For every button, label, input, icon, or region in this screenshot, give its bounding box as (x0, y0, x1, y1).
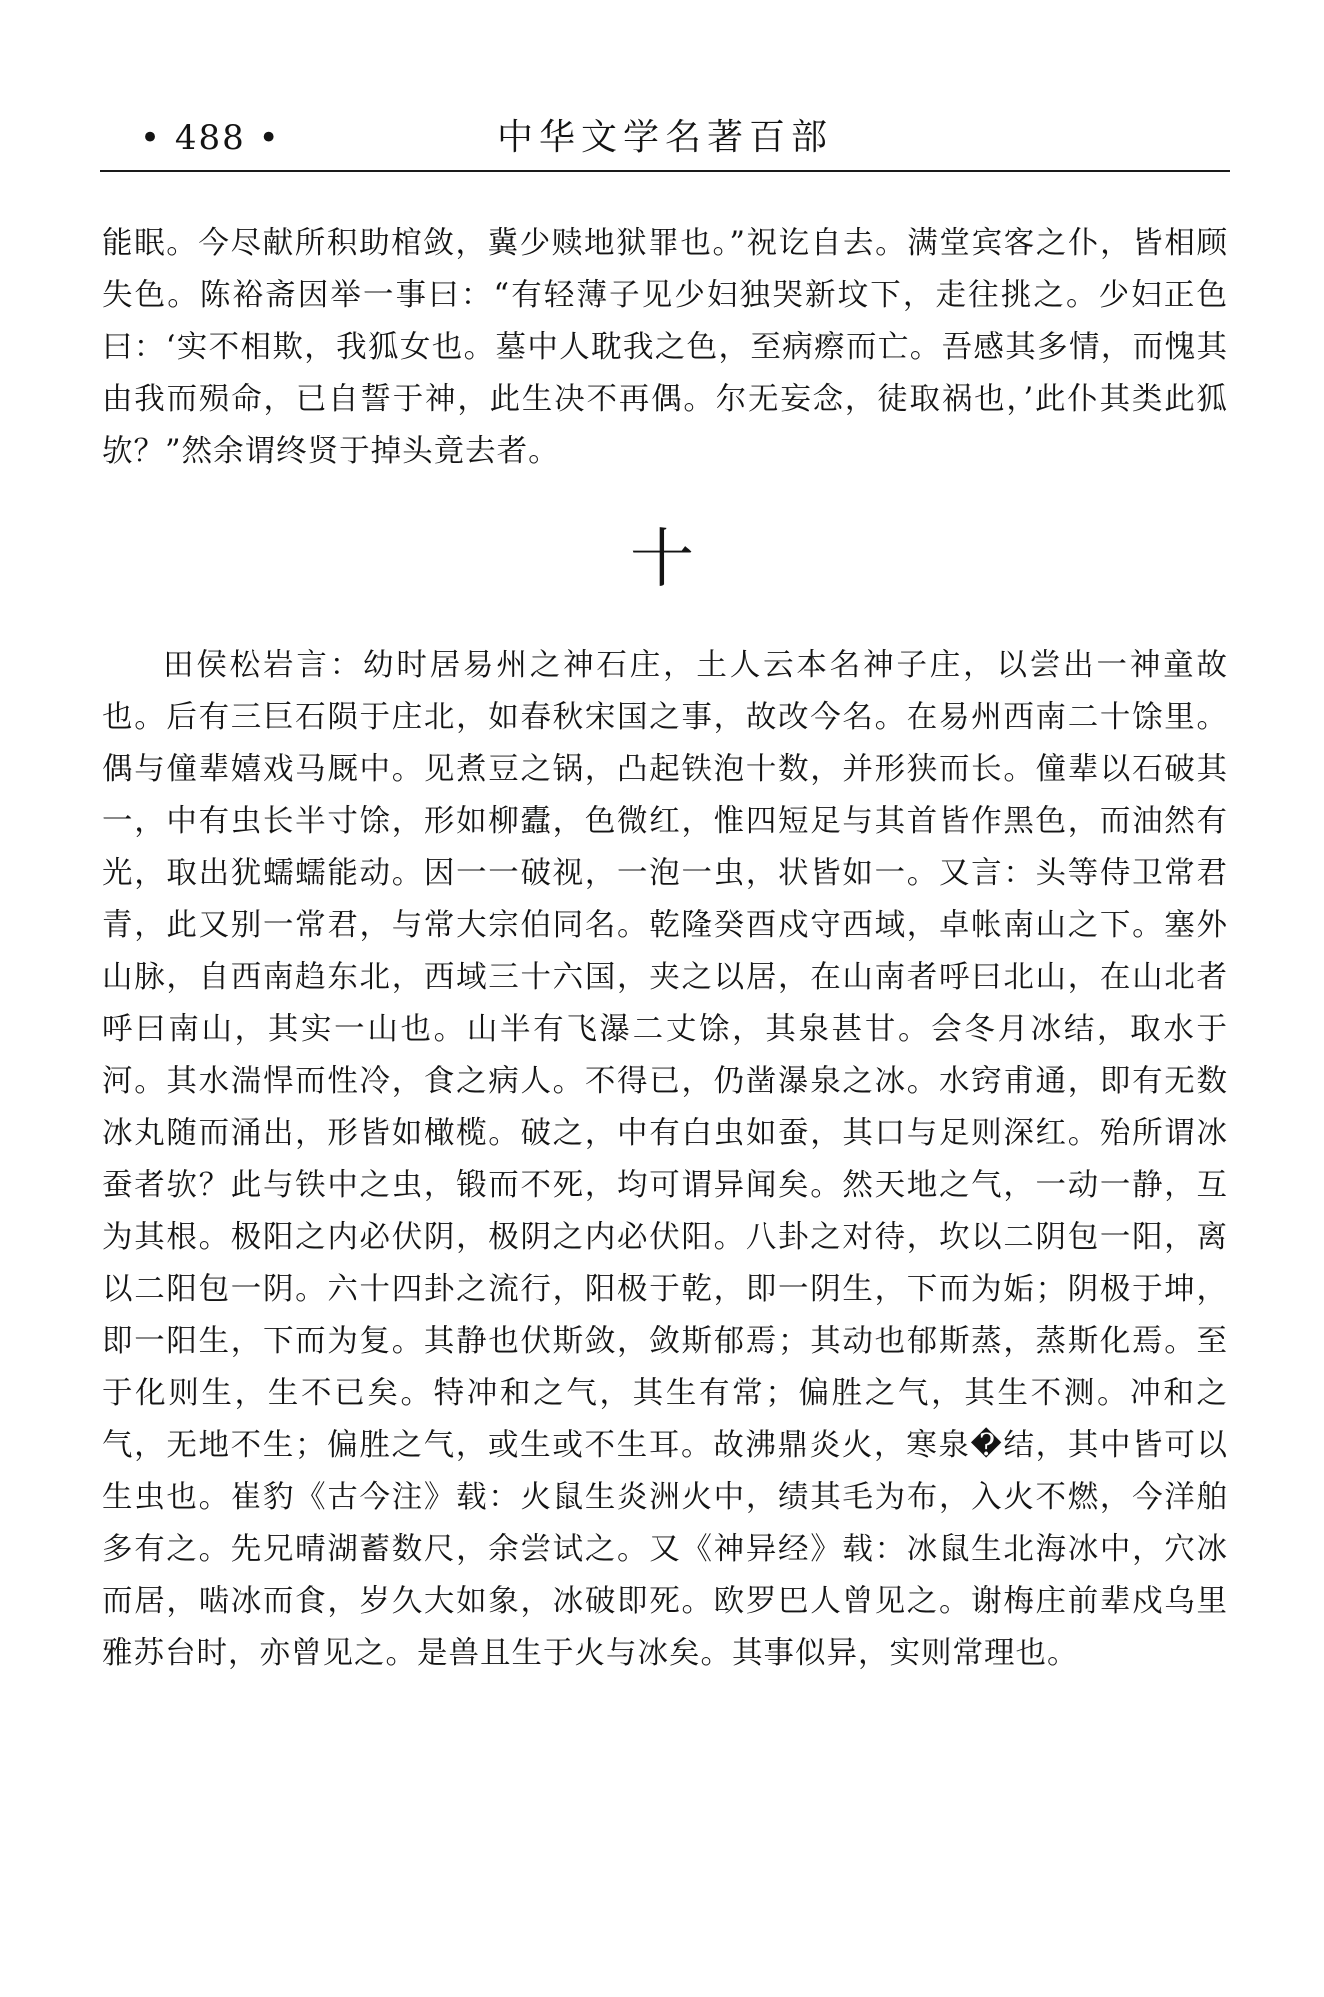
paragraph-section-ten: 田侯松岩言：幼时居易州之神石庄，土人云本名神子庄，以尝出一神童故也。后有三巨石陨于庄北，如春秋宋国之事，故改今名。在易州西南二十馀里。偶与僮辈嬉戏马厩中。见煮豆之锅，凸起铁泡十数，并形狭而长。僮辈以石破其一，中有虫长半寸馀，形如柳蠹，色微红，惟四短足与其首皆作黑色，而油然有光，取出犹蠕蠕能动。因一一破视，一泡一虫，状皆如一。又言：头等侍卫常君青，此又别一常君，与常大宗伯同名。乾隆癸酉戍守西域，卓帐南山之下。塞外山脉，自西南趋东北，西域三十六国，夹之以居，在山南者呼曰北山，在山北者呼曰南山，其实一山也。山半有飞瀑二丈馀，其泉甚甘。会冬月冰结，取水于河。其水湍悍而性冷，食之病人。不得已，仍凿瀑泉之冰。水窍甫通，即有无数冰丸随而涌出，形皆如橄榄。破之，中有白虫如蚕，其口与足则深红。殆所谓冰蚕者欤？此与铁中之虫，锻而不死，均可谓异闻矣。然天地之气，一动一静，互为其根。极阳之内必伏阴，极阴之内必伏阳。八卦之对待，坎以二阴包一阳，离以二阳包一阴。六十四卦之流行，阳极于乾，即一阴生，下而为姤；阴极于坤，即一阳生，下而为复。其静也伏斯敛，敛斯郁焉；其动也郁斯蒸，蒸斯化焉。至于化则生，生不已矣。特冲和之气，其生有常；偏胜之气，其生不测。冲和之气，无地不生；偏胜之气，或生或不生耳。故沸鼎炎火，寒泉�结，其中皆可以生虫也。崔豹《古今注》载：火鼠生炎洲火中，绩其毛为布，入火不燃，今洋舶多有之。先兄晴湖蓄数尺，余尝试之。又《神异经》载：冰鼠生北海冰中，穴冰而居，啮冰而食，岁久大如象，冰破即死。欧罗巴人曾见之。谢梅庄前辈戍乌里雅苏台时，亦曾见之。是兽且生于火与冰矣。其事似异，实则常理也。 (102, 648, 1228, 1671)
header-rule (100, 170, 1230, 172)
section-number: 十 (630, 523, 694, 597)
page-header (100, 108, 1230, 168)
paragraph-continued: 能眠。今尽献所积助棺敛，冀少赎地狱罪也。”祝讫自去。满堂宾客之仆，皆相顾失色。陈裕斋因举一事曰：“有轻薄子见少妇独哭新坟下，走往挑之。少妇正色曰：‘实不相欺，我狐女也。墓中人耽我之色，至病瘵而亡。吾感其多情，而愧其由我而殒命，已自誓于神，此生决不再偶。尔无妄念，徒取祸也，’此仆其类此狐欤？”然余谓终贤于掉头竟去者。 (102, 226, 1228, 469)
book-title: 中华文学名著百部 (496, 117, 833, 158)
page-number: • 488 • (140, 118, 281, 158)
